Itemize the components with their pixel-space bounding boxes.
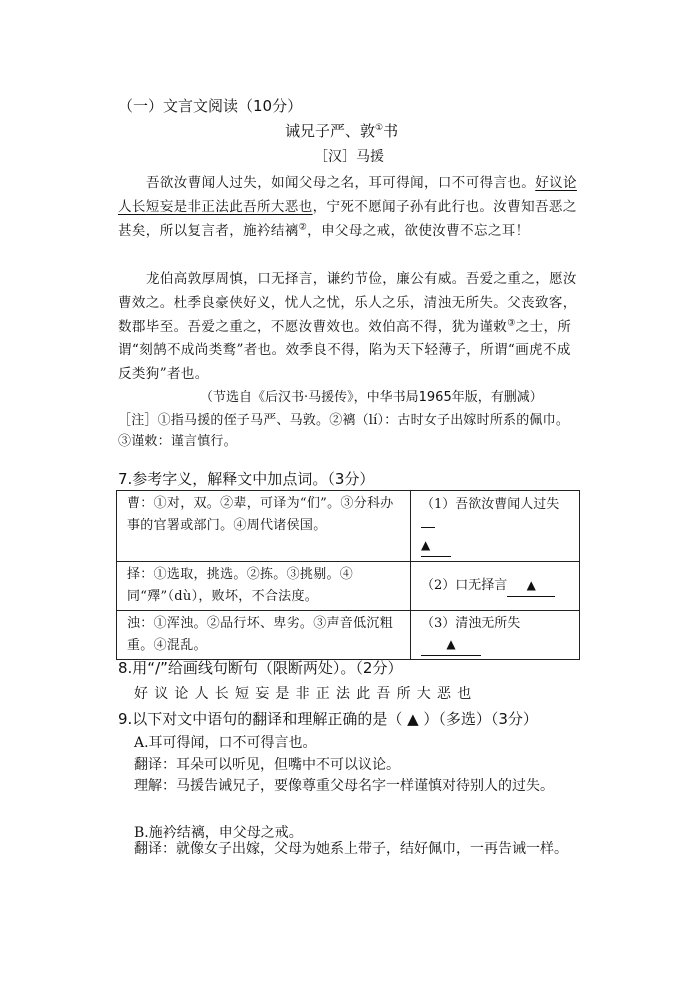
q9-option-b-translation: 翻译：就像女子出嫁，父母为她系上带子，结好佩巾，一再告诫一样。 bbox=[134, 841, 568, 857]
passage-title-suffix: 书 bbox=[383, 122, 399, 140]
table-row bbox=[117, 491, 580, 562]
footnote-mark-2: ② bbox=[298, 222, 308, 233]
p1-closing: ，申父母之戒，欲使汝曹不忘之耳！ bbox=[307, 222, 530, 239]
passage-title bbox=[285, 120, 398, 141]
underlined-sentence: 好议论人长短妄是非正法此吾所大恶也 bbox=[118, 175, 577, 215]
passage-notes: ［注］①指马援的侄子马严、马敦。②褵（lí）：古时女子出嫁时所系的佩巾。③谨敕：谨言慎行。 bbox=[118, 413, 570, 449]
q7-answer-3[interactable] bbox=[421, 634, 481, 656]
q7-answer-1[interactable] bbox=[421, 535, 451, 557]
answer-triangle-icon: ▲ bbox=[446, 637, 456, 651]
q9-option-b[interactable]: B.施衿结褵，申父母之戒。 bbox=[134, 825, 303, 841]
answer-triangle-icon: ▲ bbox=[526, 578, 536, 592]
table-row bbox=[117, 611, 580, 660]
q8-sentence[interactable]: 好议论人长短妄是非正法此吾所大恶也 bbox=[134, 686, 478, 702]
q7-item-3 bbox=[411, 611, 580, 660]
answer-triangle-icon: ▲ bbox=[421, 538, 431, 552]
q9-stem: 9.以下对文中语句的翻译和理解正确的是（ ▲ ）（多选）（3分） bbox=[118, 710, 538, 728]
q7-item-2-text: （2）口无择言 bbox=[421, 578, 508, 593]
q7-item-2 bbox=[411, 562, 580, 611]
p2-opening: 龙伯高敦厚周慎，口无择言，谦约节俭，廉公有威。吾爱之重之，愿汝曹效之。杜季良豪侠好义，忧人之忧，乐人之乐，清浊无所失。父丧致客，数郡毕至。吾爱之重之，不愿汝曹效也。效伯高不得，犹为谨敕 bbox=[118, 271, 577, 335]
q8-stem: 8.用“/”给画线句断句（限断两处）。（2分） bbox=[118, 659, 403, 677]
q9-option-a[interactable]: A.耳可得闻，口不可得言也。 bbox=[134, 735, 317, 751]
p1-middle: ，宁死不愿闻子孙有此行也。汝曹知吾恶之甚矣，所以复言者，施衿结褵 bbox=[118, 198, 577, 239]
q9-option-a-understanding: 理解：马援告诫兄子，要像尊重父母名字一样谨慎对待别人的过失。 bbox=[134, 778, 554, 794]
title-footnote-mark: ① bbox=[375, 123, 384, 133]
vocab-definition-zhuo: 浊：①浑浊。②品行坏、卑劣。③声音低沉粗重。④混乱。 bbox=[117, 611, 411, 660]
passage-author: ［汉］马援 bbox=[314, 149, 384, 165]
section-title: （一）文言文阅读（10分） bbox=[118, 97, 303, 115]
vocab-definition-ze: 择：①选取，挑选。②拣。③挑剔。④同“殬”（dù），败坏，不合法度。 bbox=[117, 562, 411, 611]
q7-item-1-text: （1）吾欲汝曹闻人过失 bbox=[421, 497, 560, 512]
q7-item-3-text: （3）清浊无所失 bbox=[421, 616, 521, 631]
passage-title-text: 诫兄子严、敦 bbox=[285, 122, 376, 140]
p2-closing: 之士，所谓“刻鹄不成尚类鹜”者也。效季良不得，陷为天下轻薄子，所谓“画虎不成反类狗”者也。 bbox=[118, 318, 572, 383]
passage-source: （节选自《后汉书·马援传》，中华书局1965年版，有删减） bbox=[200, 390, 543, 405]
vocab-definition-cao: 曹：①对，双。②辈，可译为“们”。③分科办事的官署或部门。④周代诸侯国。 bbox=[117, 491, 411, 562]
answer-blank-line bbox=[421, 515, 435, 528]
p1-opening: 吾欲汝曹闻人过失，如闻父母之名，耳可得闻，口不可得言也。 bbox=[146, 175, 536, 191]
q9-option-a-translation: 翻译：耳朵可以听见，但嘴中不可以议论。 bbox=[134, 757, 400, 773]
footnote-mark-3: ③ bbox=[507, 318, 516, 329]
passage-paragraph-2 bbox=[118, 268, 580, 387]
q7-stem: 7.参考字义，解释文中加点词。（3分） bbox=[118, 470, 375, 488]
table-row bbox=[117, 562, 580, 611]
q7-answer-2[interactable] bbox=[507, 575, 555, 597]
q7-vocab-table bbox=[116, 490, 580, 660]
passage-paragraph-1 bbox=[118, 172, 580, 243]
q7-item-1 bbox=[411, 491, 580, 562]
